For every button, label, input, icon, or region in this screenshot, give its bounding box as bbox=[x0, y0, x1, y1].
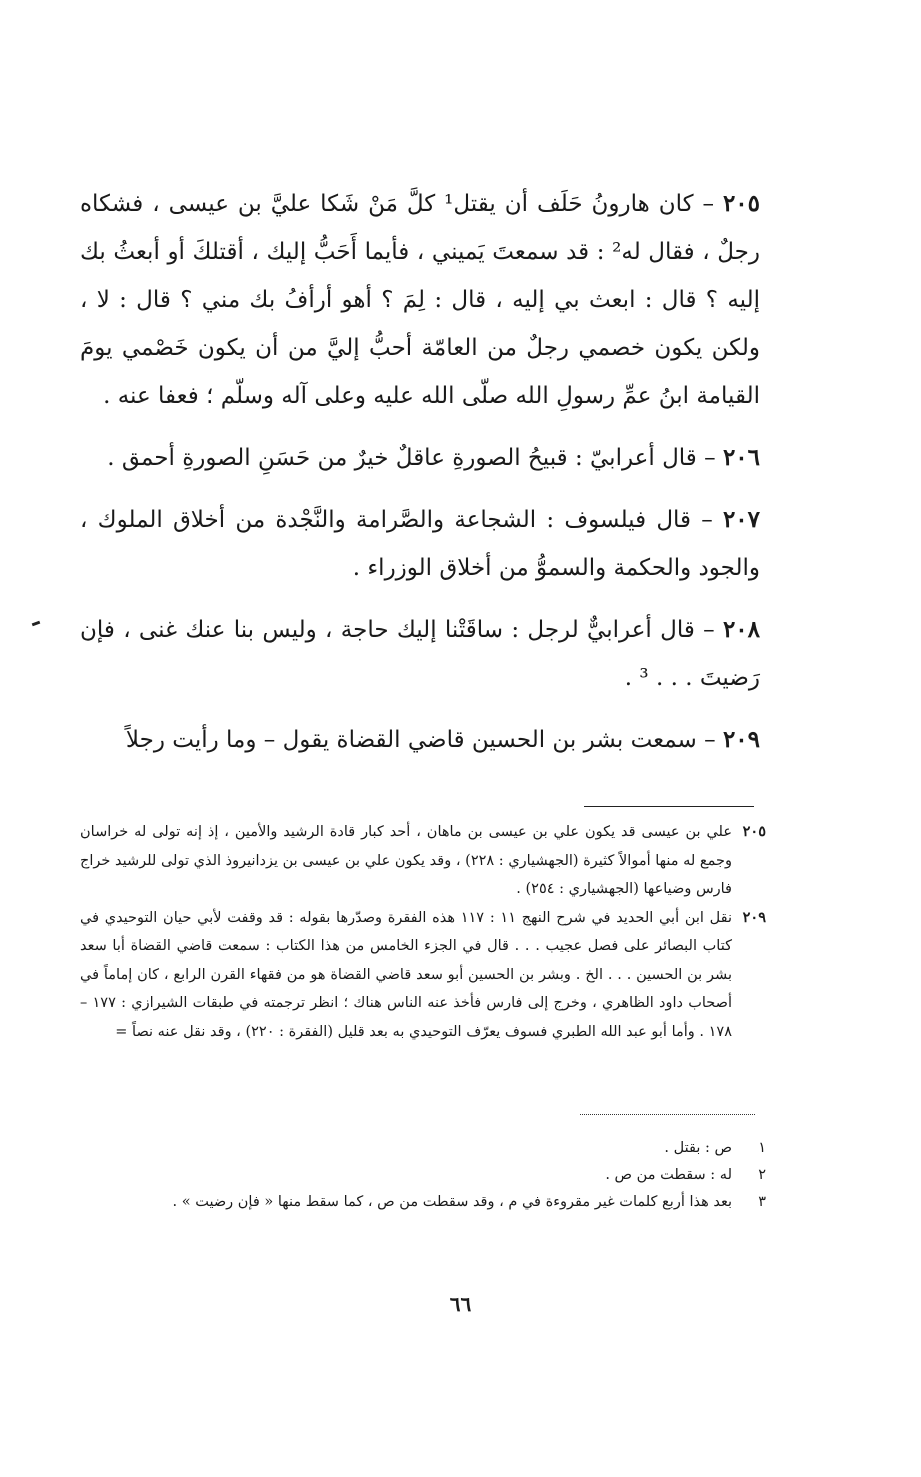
paragraph-number: ٢٠٧ bbox=[722, 506, 760, 533]
paragraph-206 bbox=[80, 434, 760, 482]
footnote-divider bbox=[580, 1114, 755, 1115]
commentary-notes bbox=[80, 818, 766, 1046]
footnote-2 bbox=[80, 1162, 766, 1189]
paragraph-text: – سمعت بشر بن الحسين قاضي القضاة يقول – وما رأيت رجلاً bbox=[125, 727, 716, 753]
paragraph-text: – قال أعرابيٌّ لرجل : ساقَتْنا إليك حاجة ، وليس بنا عنك غنى ، فإن رَضيتَ . . . ³ . bbox=[80, 617, 760, 691]
page-number: ٦٦ bbox=[449, 1292, 472, 1316]
paragraph-text: – قال أعرابيّ : قبيحُ الصورةِ عاقلٌ خيرٌ من حَسَنِ الصورةِ أحمق . bbox=[107, 445, 716, 471]
paragraph-number: ٢٠٥ bbox=[722, 190, 761, 217]
paragraph-number: ٢٠٦ bbox=[722, 444, 760, 471]
paragraph-205 bbox=[80, 180, 760, 420]
paragraph-number: ٢٠٨ bbox=[722, 616, 761, 643]
margin-mark bbox=[32, 621, 41, 627]
paragraph-207 bbox=[80, 496, 760, 592]
footnote-number: ١ bbox=[758, 1140, 766, 1156]
footnote-1 bbox=[80, 1135, 766, 1162]
footnote-number: ٢ bbox=[758, 1167, 766, 1183]
footnote-number: ٣ bbox=[758, 1194, 766, 1210]
footnote-3 bbox=[80, 1189, 766, 1216]
paragraph-text: – كان هارونُ حَلَف أن يقتل¹ كلَّ مَنْ شَكا عليَّ بن عيسى ، فشكاه رجلٌ ، فقال له² : قد سمعتَ يَميني ، فأيما أَحَبُّ إليك ، أقتلكَ أو أبعثُ بك إليه ؟ قال : ابعث بي إليه ، قال : لِمَ ؟ أهو أرأفُ بك مني ؟ قال : لا ، ولكن يكون خصمي رجلٌ من العامّة أحبُّ إليَّ من أن يكون خَصْمي يومَ القيامة ابنُ عمِّ رسولِ الله صلّى الله عليه وعلى آله وسلّم ؛ فعفا عنه . bbox=[80, 191, 761, 409]
commentary-text: نقل ابن أبي الحديد في شرح النهج ١١ : ١١٧ هذه الفقرة وصدّرها بقوله : قد وقفت لأبي حيان التوحيدي في كتاب البصائر على فصل عجيب . . . قال في الجزء الخامس من هذا الكتاب : سمعت قاضي القضاة أبا سعد بشر بن الحسين . . . الخ . وبشر بن الحسين أبو سعد قاضي القضاة هو من فقهاء القرن الرابع ، كان إماماً في أصحاب داود الظاهري ، وخرج إلى فارس فأخذ عنه الناس هناك ؛ انظر ترجمته في طبقات الشيرازي : ١٧٧ – ١٧٨ . وأما أبو عبد الله الطبري فسوف يعرّف التوحيدي به بعد قليل (الفقرة : ٢٢٠) ، وقد نقل عنه نصاً = bbox=[80, 909, 733, 1040]
paragraph-text: – قال فيلسوف : الشجاعة والصَّرامة والنَّجْدة من أخلاق الملوك ، والجود والحكمة والسموُّ من أخلاق الوزراء . bbox=[80, 507, 760, 581]
footnote-text: بعد هذا أربع كلمات غير مقروءة في م ، وقد سقطت من ص ، كما سقط منها « فإن رضيت » . bbox=[172, 1194, 732, 1210]
footnote-text: له : سقطت من ص . bbox=[605, 1167, 732, 1183]
commentary-entry-209 bbox=[80, 904, 766, 1047]
commentary-text: علي بن عيسى قد يكون علي بن عيسى بن ماهان ، أحد كبار قادة الرشيد والأمين ، إذ إنه تولى له خراسان وجمع له منها أموالاً كثيرة (الجهشياري : ٢٢٨) ، وقد يكون علي بن عيسى بن يزدانيروذ الذي تولى للرشيد خراج فارس وضياعها (الجهشياري : ٢٥٤) . bbox=[80, 824, 732, 897]
commentary-number: ٢٠٥ bbox=[742, 823, 766, 840]
commentary-number: ٢٠٩ bbox=[742, 908, 766, 926]
footnotes bbox=[80, 1135, 766, 1216]
paragraph-208 bbox=[80, 606, 760, 702]
commentary-entry-205 bbox=[80, 818, 766, 904]
main-text bbox=[80, 180, 760, 778]
paragraph-number: ٢٠٩ bbox=[722, 726, 760, 753]
paragraph-209 bbox=[80, 716, 760, 764]
commentary-divider bbox=[584, 806, 754, 807]
footnote-text: ص : بقتل . bbox=[664, 1140, 732, 1156]
